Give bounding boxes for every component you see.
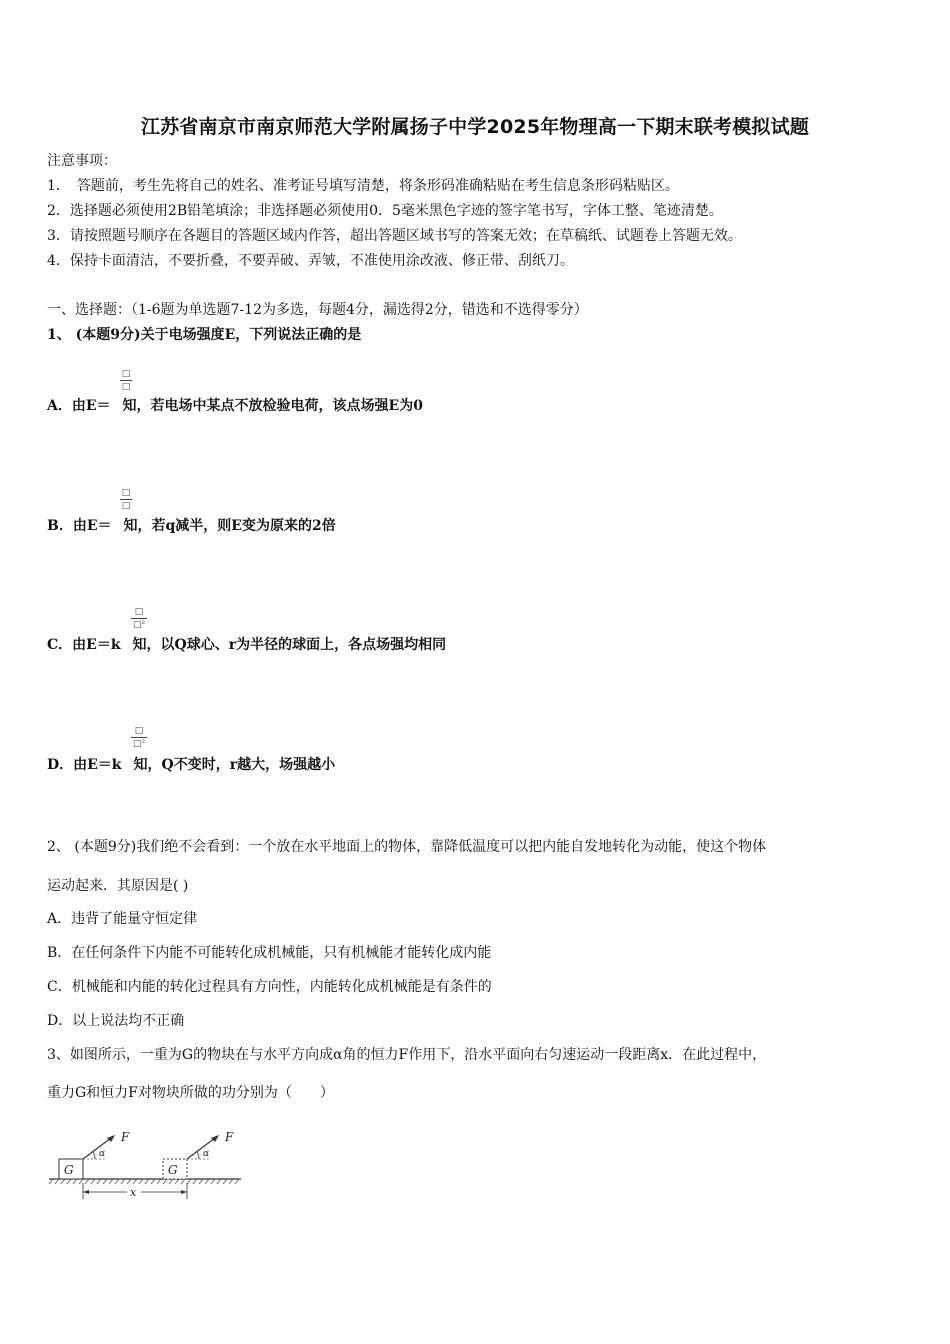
fraction-placeholder: □ □ <box>121 369 131 392</box>
question-1-option-a: A．由E＝ 知，若电场中某点不放检验电荷，该点场强E为0 <box>47 398 423 414</box>
question-1-stem: 1、 (本题9分)关于电场强度E，下列说法正确的是 <box>47 327 362 343</box>
question-3-stem-line-2: 重力G和恒力F对物块所做的功分别为（ ） <box>47 1085 334 1101</box>
notice-item-4: 4．保持卡面清洁，不要折叠，不要弄破、弄皱，不准使用涂改液、修正带、刮纸刀。 <box>47 253 574 269</box>
notice-item-1: 1． 答题前，考生先将自己的姓名、准考证号填写清楚，将条形码准确粘贴在考生信息条形码粘贴区。 <box>47 178 679 194</box>
question-3-stem-line-1: 3、如图所示，一重为G的物块在与水平方向成α角的恒力F作用下，沿水平面向右匀速运动一段距离x．在此过程中， <box>47 1047 767 1063</box>
fraction-placeholder: □ □ <box>121 488 131 511</box>
fraction-placeholder: □ □² <box>132 726 146 749</box>
question-2-stem-line-1: 2、 (本题9分)我们绝不会看到：一个放在水平地面上的物体，靠降低温度可以把内能自发地转化为动能，使这个物体 <box>47 839 767 855</box>
question-2-option-a: A．违背了能量守恒定律 <box>47 911 198 927</box>
question-1-option-c: C．由E＝k 知，以Q球心、r为半径的球面上，各点场强均相同 <box>47 637 447 653</box>
block-label: G <box>64 1163 74 1177</box>
section-heading: 一、选择题：（1-6题为单选题7-12为多选，每题4分，漏选得2分，错选和不选得零分） <box>47 302 588 318</box>
question-2-option-b: B．在任何条件下内能不可能转化成机械能，只有机械能才能转化成内能 <box>47 945 492 961</box>
question-3-figure <box>47 1125 247 1209</box>
notice-heading: 注意事项： <box>47 153 117 169</box>
force-label: F <box>121 1130 130 1144</box>
question-1-option-d: D．由E＝k 知，Q不变时，r越大，场强越小 <box>47 757 336 773</box>
force-label: F <box>225 1130 234 1144</box>
fraction-placeholder: □ □² <box>132 607 146 630</box>
notice-item-3: 3．请按照题号顺序在各题目的答题区域内作答，超出答题区域书写的答案无效；在草稿纸、试题卷上答题无效。 <box>47 228 742 244</box>
notice-item-2: 2．选择题必须使用2B铅笔填涂；非选择题必须使用0．5毫米黑色字迹的签字笔书写，字体工整、笔迹清楚。 <box>47 203 723 219</box>
question-2-option-c: C．机械能和内能的转化过程具有方向性，内能转化成机械能是有条件的 <box>47 979 492 995</box>
question-2-option-d: D．以上说法均不正确 <box>47 1013 185 1029</box>
distance-label: x <box>130 1186 137 1199</box>
question-2-stem-line-2: 运动起来．其原因是( ) <box>47 878 189 894</box>
block-label: G <box>168 1163 178 1177</box>
question-1-option-b: B．由E＝ 知，若q减半，则E变为原来的2倍 <box>47 518 336 534</box>
page-title: 江苏省南京市南京师范大学附属扬子中学2025年物理高一下期末联考模拟试题 <box>140 116 810 138</box>
angle-label: α <box>99 1149 106 1159</box>
angle-label: α <box>203 1149 210 1159</box>
